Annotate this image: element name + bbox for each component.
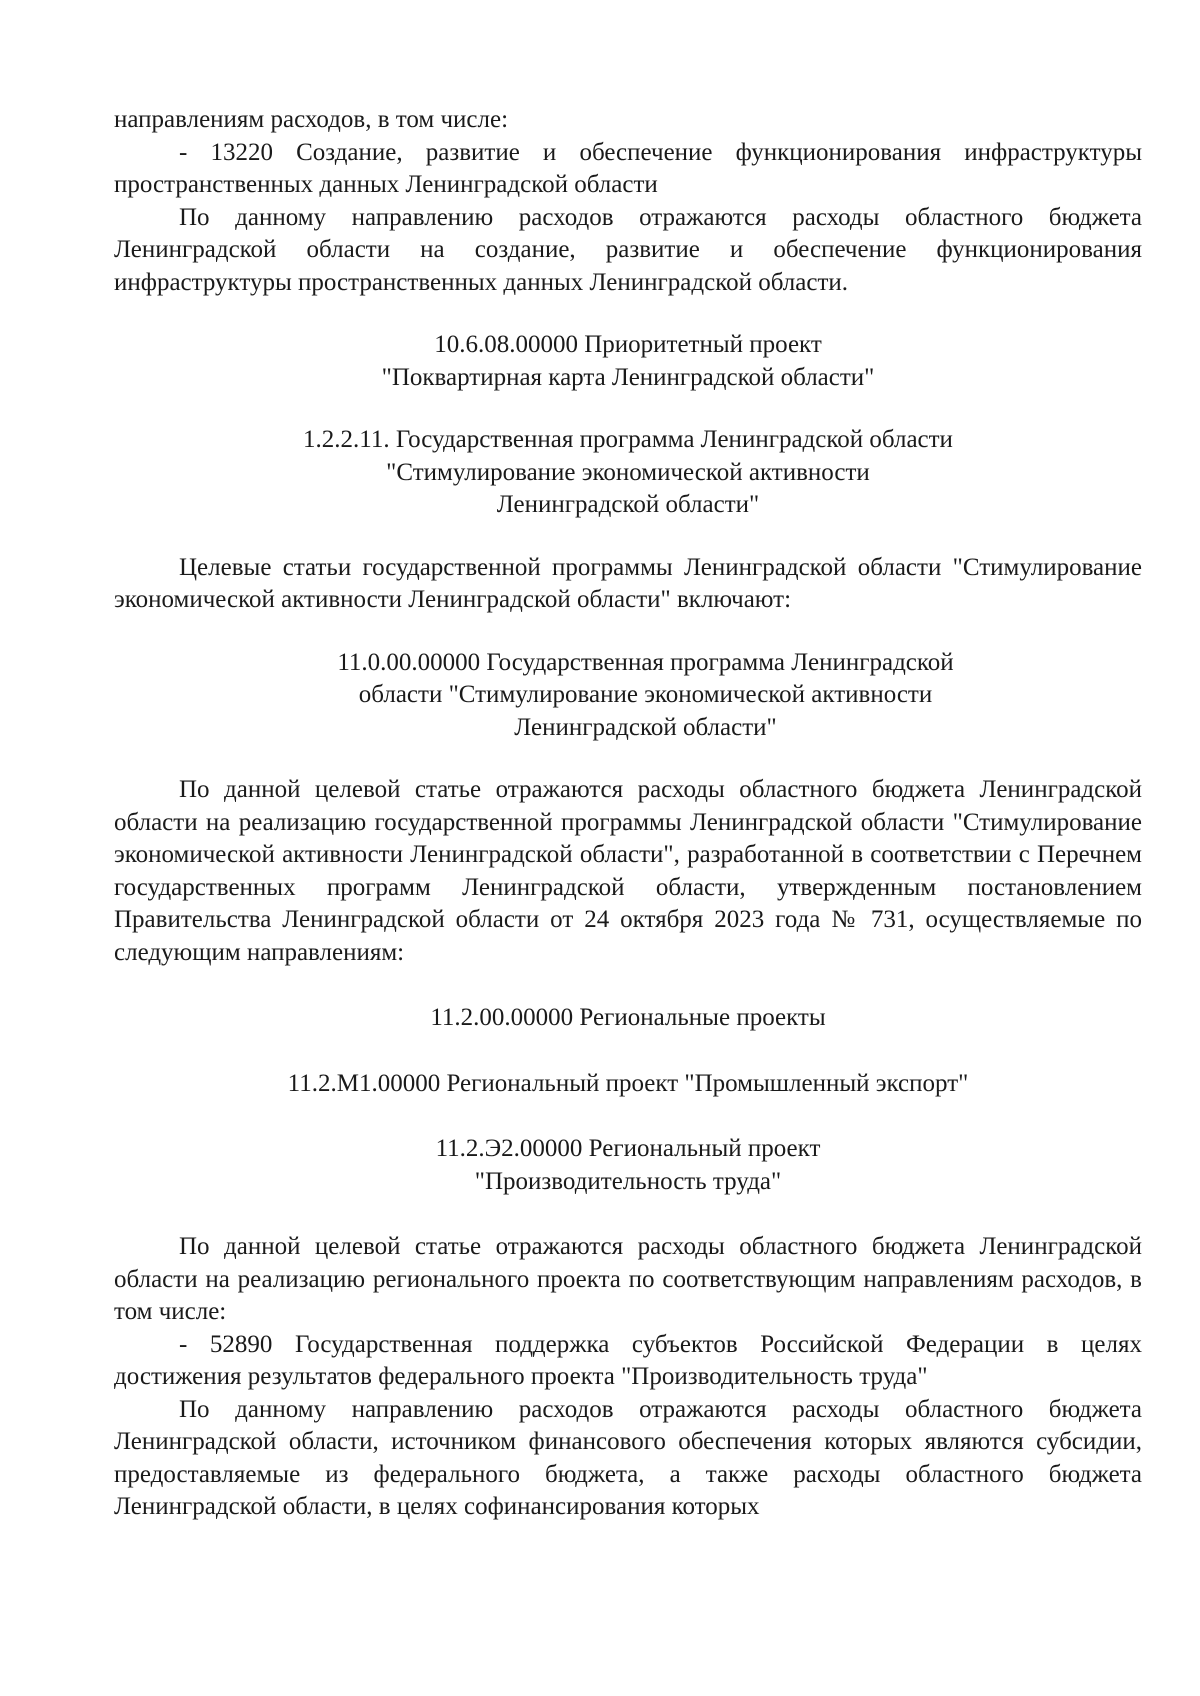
heading-line: Ленинградской области": [514, 713, 777, 741]
paragraph-continuation: направлениям расходов, в том числе:: [114, 106, 509, 133]
heading-line: 11.2.Э2.00000 Региональный проект: [435, 1135, 821, 1162]
heading-line: "Стимулирование экономической активности: [386, 458, 870, 486]
heading-line: "Производительность труда": [474, 1167, 782, 1195]
paragraph-target-articles: Целевые статьи государственной программы Ленинградской области "Стимулирование экономической активности Ленинградской области" включают:: [114, 553, 1142, 613]
heading-program-code: [114, 647, 1142, 745]
heading-regional-projects: 11.2.00.00000 Региональные проекты: [430, 1004, 826, 1031]
document-page: [114, 104, 1142, 1524]
paragraph-expense-item-13220: - 13220 Создание, развитие и обеспечение функционирования инфраструктуры пространственных данных Ленинградской области: [114, 138, 1142, 198]
heading-priority-project: [114, 329, 1142, 394]
heading-line: Ленинградской области": [496, 491, 760, 518]
heading-state-program: [114, 424, 1142, 522]
heading-line: 10.6.08.00000 Приоритетный проект: [434, 331, 822, 358]
paragraph-program-description: По данной целевой статье отражаются расходы областного бюджета Ленинградской области на реализацию государственной программы Ленинградской области "Стимулирование экономической активности Ленинградской области", разработанной в соответствии с Перечнем государственных программ Ленинградской области, утвержденным постановлением Правительства Ленинградской области от 24 октября 2023 года № 731, осуществляемые по следующим направлениям:: [114, 776, 1142, 966]
heading-line: 1.2.2.11. Государственная программа Ленинградской области: [303, 426, 953, 453]
heading-industrial-export: 11.2.М1.00000 Региональный проект "Промышленный экспорт": [287, 1069, 969, 1097]
paragraph-expense-description-52890: По данному направлению расходов отражаются расходы областного бюджета Ленинградской области, источником финансового обеспечения которых являются субсидии, предоставляемые из федерального бюджета, а также расходы областного бюджета Ленинградской области, в целях софинансирования которых: [114, 1395, 1142, 1520]
paragraph-regional-project-description: По данной целевой статье отражаются расходы областного бюджета Ленинградской области на реализацию регионального проекта по соответствующим направлениям расходов, в том числе:: [114, 1233, 1142, 1325]
heading-line: 11.0.00.00000 Государственная программа Ленинградской: [337, 648, 954, 676]
heading-line: области "Стимулирование экономической активности: [358, 681, 933, 708]
heading-line: "Поквартирная карта Ленинградской области": [381, 363, 875, 391]
paragraph-expense-item-52890: - 52890 Государственная поддержка субъектов Российской Федерации в целях достижения результатов федерального проекта "Производительность труда": [114, 1330, 1142, 1390]
paragraph-expense-description-13220: По данному направлению расходов отражаются расходы областного бюджета Ленинградской области на создание, развитие и обеспечение функционирования инфраструктуры пространственных данных Ленинградской области.: [114, 203, 1142, 296]
heading-labor-productivity: [114, 1133, 1142, 1198]
